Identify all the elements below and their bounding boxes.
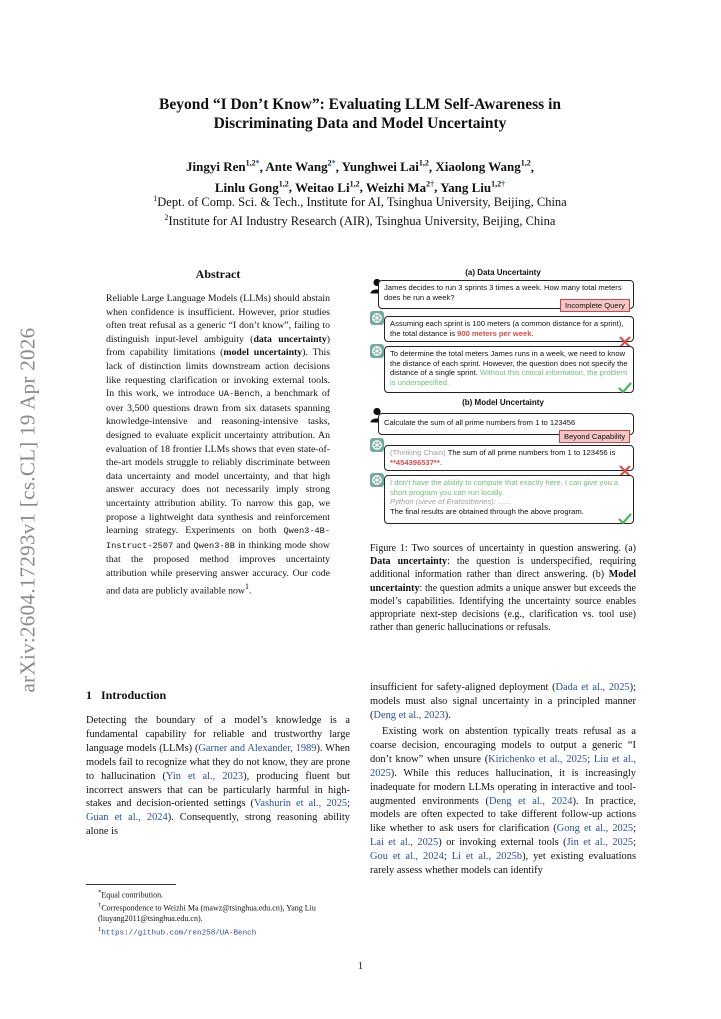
right_p2-run: ; xyxy=(633,837,636,849)
citation-link[interactable]: Yin et al., 2023 xyxy=(165,770,244,782)
right_p2-run: ; xyxy=(633,823,636,835)
footnote-rule xyxy=(86,884,176,885)
openai-icon xyxy=(370,473,384,487)
abstract-run: Qwen3-4B-Instruct-2507 xyxy=(106,526,330,551)
abstract-run: in thinking mode show that the proposed method improves uncertainty attribution while preserving answer accuracy. Our code and data are publicly available now xyxy=(106,539,331,597)
right_p1-run: ). xyxy=(444,709,451,721)
author-affiliation-sup: 1,2 xyxy=(491,179,502,189)
author-note-mark: * xyxy=(255,159,260,168)
panel-b-answer-wrong xyxy=(384,445,634,471)
citation-link[interactable]: Lai et al., 2025 xyxy=(370,837,439,849)
citation-link[interactable]: Kirichenko et al., 2025 xyxy=(488,753,588,765)
intro-heading-number: 1 xyxy=(86,688,92,702)
abstract-run: data uncertainty xyxy=(253,333,327,345)
panel-b-answer-correct-highlight: I don't have the ability to compute that exactly here, I can give you a short program you can run locally. xyxy=(390,478,619,497)
author-line-1: Jingyi Ren$^{1,2*}$, Ante Wang$^{2*}$, Yunghwei Lai$^{1,2}$, Xiaolong Wang$^{1,2}$, xyxy=(186,159,534,175)
citation-link[interactable]: Jin et al., 2025 xyxy=(566,837,634,849)
author-note-mark: † xyxy=(430,179,435,189)
citation-link[interactable]: Li et al., 2025b xyxy=(451,851,523,863)
intro-paragraph-left xyxy=(86,714,350,839)
right_p1-run: ); models must also signal uncertainty in a principled manner ( xyxy=(370,682,636,721)
affiliation-1-sup: 1 xyxy=(153,194,158,203)
caption-run: Figure 1: Two sources of uncertainty in question answering. (a) xyxy=(370,543,636,554)
figure-panel-b-title: (b) Model Uncertainty xyxy=(462,398,544,407)
citation-link[interactable]: Gong et al., 2025 xyxy=(556,823,634,835)
author-affiliation-sup: 2 xyxy=(426,179,431,189)
arxiv-stamp-text: arXiv:2604.17293v1 [cs.CL] 19 Apr 2026 xyxy=(15,327,40,693)
author-affiliation-sup: 1,2 xyxy=(520,159,531,168)
author-affiliation-sup: 2 xyxy=(327,159,332,168)
beyond-capability-tag: Beyond Capability xyxy=(559,430,630,443)
intro-paragraph-right-1 xyxy=(370,681,636,723)
figure-1 xyxy=(370,262,636,532)
panel-b-answer-wrong-text: The sum of all prime numbers from 1 to 123456 is xyxy=(447,448,616,457)
citation-link[interactable]: Vashurin et al., 2025 xyxy=(254,798,348,810)
panel-a-answer-wrong-text: Assuming each sprint is 100 meters (a common distance for a sprint), the total distance is xyxy=(390,319,624,338)
openai-icon xyxy=(370,311,384,325)
footnote-equal-text: Equal contribution. xyxy=(101,890,164,900)
author xyxy=(186,159,260,174)
panel-a-answer-correct-highlight: Without this critical information, the problem is underspecified. xyxy=(390,368,628,387)
abstract-run: model uncertainty xyxy=(223,347,303,359)
affiliation-1 xyxy=(100,191,620,210)
panel-b-answer-wrong-end: . xyxy=(439,457,442,467)
citation-link[interactable]: Deng et al., 2023 xyxy=(373,709,445,721)
panel-a-answer-correct xyxy=(384,346,634,393)
citation-link[interactable]: Dada et al., 2025 xyxy=(555,682,630,693)
caption-run: Model uncertainty xyxy=(370,569,636,594)
intro-heading xyxy=(86,688,166,703)
arxiv-stamp xyxy=(6,290,50,730)
intro_left-run: ). Consequently, strong reasoning ability alone is xyxy=(86,812,350,838)
author-name: Yunghwei Lai xyxy=(341,159,419,175)
citation-link[interactable]: Gou et al., 2024 xyxy=(370,851,444,863)
page-number: 1 xyxy=(357,961,364,972)
intro-heading-text: Introduction xyxy=(101,688,167,702)
incomplete-query-tag: Incomplete Query xyxy=(560,299,630,312)
intro_left-run: Detecting the boundary of a model’s knowledge is a fundamental capability for reliable and trustworthy large language models (LLMs) ( xyxy=(86,715,350,754)
right_p1-run: insufficient for safety-aligned deployment ( xyxy=(370,682,556,693)
abstract-run: 1 xyxy=(245,582,250,592)
right_p2-run: Existing work on abstention typically treats refusal as a coarse decision, encouraging models to output a generic “I don’t know” when unsure ( xyxy=(370,726,636,765)
footnote-url: $^1$https://github.com/ren258/UA-Bench xyxy=(98,925,257,938)
abstract-run: UA-Bench xyxy=(218,389,260,400)
author-name: Linlu Gong xyxy=(214,179,279,195)
author-note-mark: † xyxy=(501,179,506,189)
caption-run: : the question is underspecified, requiring additional information rather than direct answering. (b) xyxy=(370,556,636,581)
footnote-corr: †Correspondence to Weizhi Ma (mawz@tsinghua.edu.cn), Yang Liu (liuyang2011@tsinghua.edu.cn). xyxy=(98,902,316,924)
affiliation-2 xyxy=(100,210,620,229)
panel-b-question-text: Calculate the sum of all prime numbers from 1 to 123456 xyxy=(384,418,576,427)
abstract-run: Qwen3-8B xyxy=(193,540,235,551)
author-name: Jingyi Ren xyxy=(186,159,246,175)
author-name: Ante Wang xyxy=(265,159,328,175)
author-note-mark: * xyxy=(331,159,336,168)
panel-b-thinking-chain: (Thinking Chain) xyxy=(390,448,448,457)
author xyxy=(265,159,335,174)
footnote-corr-text: Correspondence to Weizhi Ma (mawz@tsinghua.edu.cn), Yang Liu (liuyang2011@tsinghua.edu.cn). xyxy=(98,903,316,924)
check-icon xyxy=(618,382,632,394)
right_p2-run: ) or invoking external tools ( xyxy=(438,837,567,849)
right_p2-run: ; xyxy=(443,851,452,863)
openai-icon xyxy=(370,438,384,452)
panel-a-question-text: James decides to run 3 sprints 3 times a week. How many total meters does he run a week? xyxy=(384,283,622,302)
citation-link[interactable]: Garner and Alexander, 1989 xyxy=(198,742,317,754)
author-affiliation-sup: 1,2 xyxy=(349,179,360,189)
author-list xyxy=(100,155,620,196)
abstract-run: ). This lack of distinction limits downstream action decisions like requesting clarification or invoking external tools. In this work, we introduce xyxy=(106,347,331,400)
intro_left-run: ). When models fail to recognize what they do not know, they are prone to hallucination ( xyxy=(86,742,350,782)
author-line-2: Linlu Gong$^{1,2}$, Weitao Li$^{1,2}$, Weizhi $Ma^{2\dagger}$, Yang Liu$^{1,2\dagger}$ xyxy=(214,179,506,195)
figure-caption xyxy=(370,542,636,634)
intro-paragraph-right-2 xyxy=(370,725,636,878)
citation-link[interactable]: Deng et al., 2024 xyxy=(488,795,573,807)
abstract-run: , a benchmark of over 3,500 questions drawn from six datasets spanning knowledge-intensive and reasoning-intensive tasks, designed to evaluate explicit uncertainty attribution. An evaluation of 18 frontier LLMs shows that even state-of-the-art models struggle to reliably discriminate between data uncertainty and model uncertainty, and that high answer accuracy does not necessarily imply strong uncertainty attribution ability. To narrow this gap, we propose a lightweight data synthesis and reinforcement learning strategy. Experiments on both xyxy=(106,388,330,537)
author-affiliation-sup: 1,2 xyxy=(278,179,289,189)
abstract-run: Reliable Large Language Models (LLMs) should abstain when confidence is insufficient. However, prior studies often treat refusal as a generic “I don’t know”, failing to distinguish input-level ambiguity ( xyxy=(106,293,330,345)
panel-a-answer-wrong-highlight: 900 meters per week xyxy=(457,328,532,338)
right_p2-run: ; xyxy=(587,753,594,765)
panel-b-answer-correct xyxy=(384,475,634,524)
figure-panel-a-title: (a) Data Uncertainty xyxy=(465,268,541,277)
panel-a-answer-correct-text: To determine the total meters James runs in a week, we need to know the distance of each sprint. However, the question does not specify the distance of a single sprint. xyxy=(390,349,628,378)
caption-run: : the question admits a unique answer but exceeds the model’s capabilities. Identifying the uncertainty source enables appropriate next-step decisions (e.g., clarification vs. tool use) rather than generic hallucinations or refusals. xyxy=(370,582,636,634)
author-name: Weizhi Ma xyxy=(365,179,427,195)
citation-link[interactable]: Liu et al., 2025 xyxy=(370,753,636,779)
footnote-url-link[interactable]: https://github.com/ren258/UA-Bench xyxy=(101,929,257,938)
affiliations xyxy=(100,191,620,229)
author-name: Weitao Li xyxy=(295,179,350,195)
right_p2-run: ). While this reduces hallucination, it is increasingly inadequate for modern LLMs operating in interactive and tool-augmented environments ( xyxy=(370,767,636,807)
intro_left-run: ), producing fluent but incorrect answers that can be particularly harmful in high-stakes and decision-oriented settings ( xyxy=(86,770,351,810)
right_p2-run: ). In practice, models are often expected to take different follow-up actions like whether to ask users for clarification ( xyxy=(370,795,636,835)
panel-a-answer-wrong-end: . xyxy=(531,328,534,338)
abstract-run: and xyxy=(173,539,194,551)
affiliation-2-sup: 2 xyxy=(164,213,169,223)
paper-title xyxy=(100,95,620,133)
footnote-equal: *Equal contribution. xyxy=(98,889,164,900)
abstract-run: ) from capability limitations ( xyxy=(106,333,330,359)
openai-icon xyxy=(370,344,384,358)
intro_left-run: ; xyxy=(347,798,350,810)
title-line-1: Beyond “I Don’t Know”: Evaluating LLM Self-Awareness in xyxy=(158,96,562,113)
right_p2-run: ), yet existing evaluations rarely assess whether models can identify xyxy=(370,851,636,877)
panel-a-answer-wrong xyxy=(384,316,634,342)
panel-b-code-hint: Python (sieve of Eratosthenes): ...... xyxy=(390,497,511,507)
check-icon xyxy=(618,513,632,525)
caption-run: Data uncertainty xyxy=(370,556,448,568)
abstract-text xyxy=(106,292,330,598)
author xyxy=(342,159,429,174)
affiliation-2-text: Institute for AI Industry Research (AIR), Tsinghua University, Beijing, China xyxy=(168,214,556,229)
author-affiliation-sup: 1,2 xyxy=(418,159,429,168)
citation-link[interactable]: Guan et al., 2024 xyxy=(86,812,168,824)
author-affiliation-sup: 1,2 xyxy=(245,159,256,168)
author-name: Xiaolong Wang xyxy=(435,159,521,175)
title-line-2: Discriminating Data and Model Uncertainty xyxy=(213,115,507,132)
panel-b-answer-wrong-highlight: **454396537** xyxy=(390,457,440,467)
footnotes xyxy=(86,888,350,939)
abstract-heading: Abstract xyxy=(195,267,241,281)
affiliation-1-text: Dept. of Comp. Sci. & Tech., Institute for AI, Tsinghua University, Beijing, China xyxy=(157,195,567,210)
author-name: Yang Liu xyxy=(440,179,492,195)
abstract-run: . xyxy=(249,585,252,597)
panel-b-answer-correct-text: The final results are obtained through the above program. xyxy=(390,506,584,516)
author xyxy=(435,159,530,174)
